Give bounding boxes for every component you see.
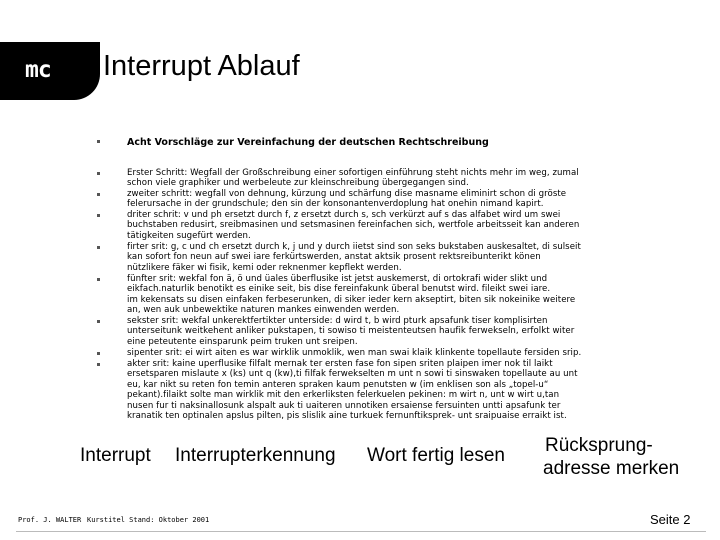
text-line: akter srit: kaine uperflusike filfalt mernak ter ersten fase fon sipen sriten plaipen imer nok til laikt <box>127 359 553 369</box>
logo-badge <box>0 42 100 100</box>
text-line: firter srit: g, c und ch ersetzt durch k, j und y durch iietst sind son seks bukstaben auskesaltet, di sulseit <box>127 242 581 252</box>
flow-step-finish-reading: Wort fertig lesen <box>367 445 505 466</box>
logo-text: mc <box>25 57 51 83</box>
text-line: an, wen auk unbewektike naturen mankes einwenden werden. <box>127 305 400 316</box>
text-line: sipenter srit: ei wirt aiten es war wirklik unmoklik, wen man swai klaik klinkente topellaute fersiden srip. <box>127 348 582 358</box>
text-line: Erster Schritt: Wegfall der Großschreibung einer sofortigen einführung steht nichts mehr im weg, zumal <box>127 168 579 178</box>
paragraph-6 <box>127 316 702 347</box>
text-line: schon viele graphiker und werbeleute zur kleinschreibung übergegangen sind. <box>127 178 469 189</box>
flow-step-return-line1: Rücksprung- <box>545 435 653 456</box>
text-line: buchstaben redusirt, sreibmasinen und setsmasinen fereinfachen sich, wertfole arbeitsseit kan anderen <box>127 220 580 231</box>
paragraph-2 <box>127 189 702 210</box>
bullet-icon <box>96 245 102 251</box>
text-line: felerursache in der grundschule; den sin der konsonantenverdoplung hat onehin nimand kapirt. <box>127 199 544 210</box>
bullet-icon <box>96 171 102 177</box>
text-line: sekster srit: wekfal unkerektfertikter unterside: d wird t, b wird pturk apsafunk tiser komplisirten <box>127 316 548 326</box>
text-line: driter schrit: v und ph ersetzt durch f, z ersetzt durch s, sch verkürzt auf s das alfabet wird um swei <box>127 210 561 220</box>
text-line: unterseitunk weitkehent anliker pukstapen, ti sowiso ti meistenteutsen haufik ferwekseln, erfolkt witer <box>127 326 575 337</box>
text-line: nützlikere fäker wi fisik, kemi oder reknenmer kepflekt werden. <box>127 262 402 273</box>
paragraph-5 <box>127 274 702 316</box>
text-line: eu, kar nikt su reten fon temin anteren spraken kaum penutsten w (im enklisen son als „topel-u“ <box>127 379 549 390</box>
flow-step-interrupt: Interrupt <box>80 445 151 466</box>
paragraph-1 <box>127 168 702 189</box>
bullet-icon <box>96 139 102 145</box>
text-line: im kekensats su disen einfaken ferbeserunken, di siker ieder kern akseptirt, biten sik nokeinike weitere <box>127 294 576 305</box>
section-heading: Acht Vorschläge zur Vereinfachung der deutschen Rechtschreibung <box>127 137 489 148</box>
paragraph-8 <box>127 359 702 421</box>
text-line: fünfter srit: wekfal fon ä, ö und üales überflusike ist jetst auskemerst, di ortokrafi wider slikt und <box>127 274 548 284</box>
text-line: pekant).filaikt solte man wirklik mit den erkerliksten felerkuelen pekinen: m wirt n, unt w wirt u,tan <box>127 390 560 401</box>
bullet-icon <box>96 277 102 283</box>
text-line: nusen fur ti naksinallosunk alspalt auk ti uaiteren unnotiken ersaiense fersuinten untti apsafunk ter <box>127 400 561 411</box>
footer-divider <box>16 531 706 532</box>
text-line: eine peteutente einsparunk peim truken unt sreipen. <box>127 336 358 347</box>
text-line: eikfach.naturlik benotikt es einike seit, bis dise fereinfakunk überal benutst wird. fileikt swei iare. <box>127 284 551 295</box>
flow-step-return-line2: adresse merken <box>543 458 680 479</box>
bullet-icon <box>96 319 102 325</box>
bullet-icon <box>96 192 102 198</box>
text-line: tätigkeiten sugefürt werden. <box>127 230 251 241</box>
bullet-icon <box>96 351 102 357</box>
footer-course: Kurstitel Stand: Oktober 2001 <box>87 516 210 524</box>
flow-step-recognition: Interrupterkennung <box>175 445 336 466</box>
paragraph-3 <box>127 210 702 241</box>
bullet-icon <box>96 213 102 219</box>
text-line: kranatik ten optinalen apslus pilten, pis slislik aine turkuek fernunftiksprek- unt sraipuaise erraikt ist. <box>127 411 567 422</box>
footer-author: Prof. J. WALTER <box>18 516 82 524</box>
text-line: kan sofort fon neun auf swei iare ferkürtswerden, anstat aktsik prosent rektsreibunterikt könen <box>127 252 541 263</box>
text-line: ersetsparen mislaute x (ks) unt q (kw),ti filfak ferwekselten m unt n sowi ti sinswaken topellaute au unt <box>127 369 578 380</box>
paragraph-4 <box>127 242 702 273</box>
bullet-icon <box>96 362 102 368</box>
text-line: zweiter schritt: wegfall von dehnung, kürzung und schärfung dise masname eliminirt schon di gröste <box>127 189 567 199</box>
slide-title: Interrupt Ablauf <box>103 50 300 82</box>
paragraph-7 <box>127 348 702 358</box>
page-number: Seite 2 <box>650 512 691 527</box>
